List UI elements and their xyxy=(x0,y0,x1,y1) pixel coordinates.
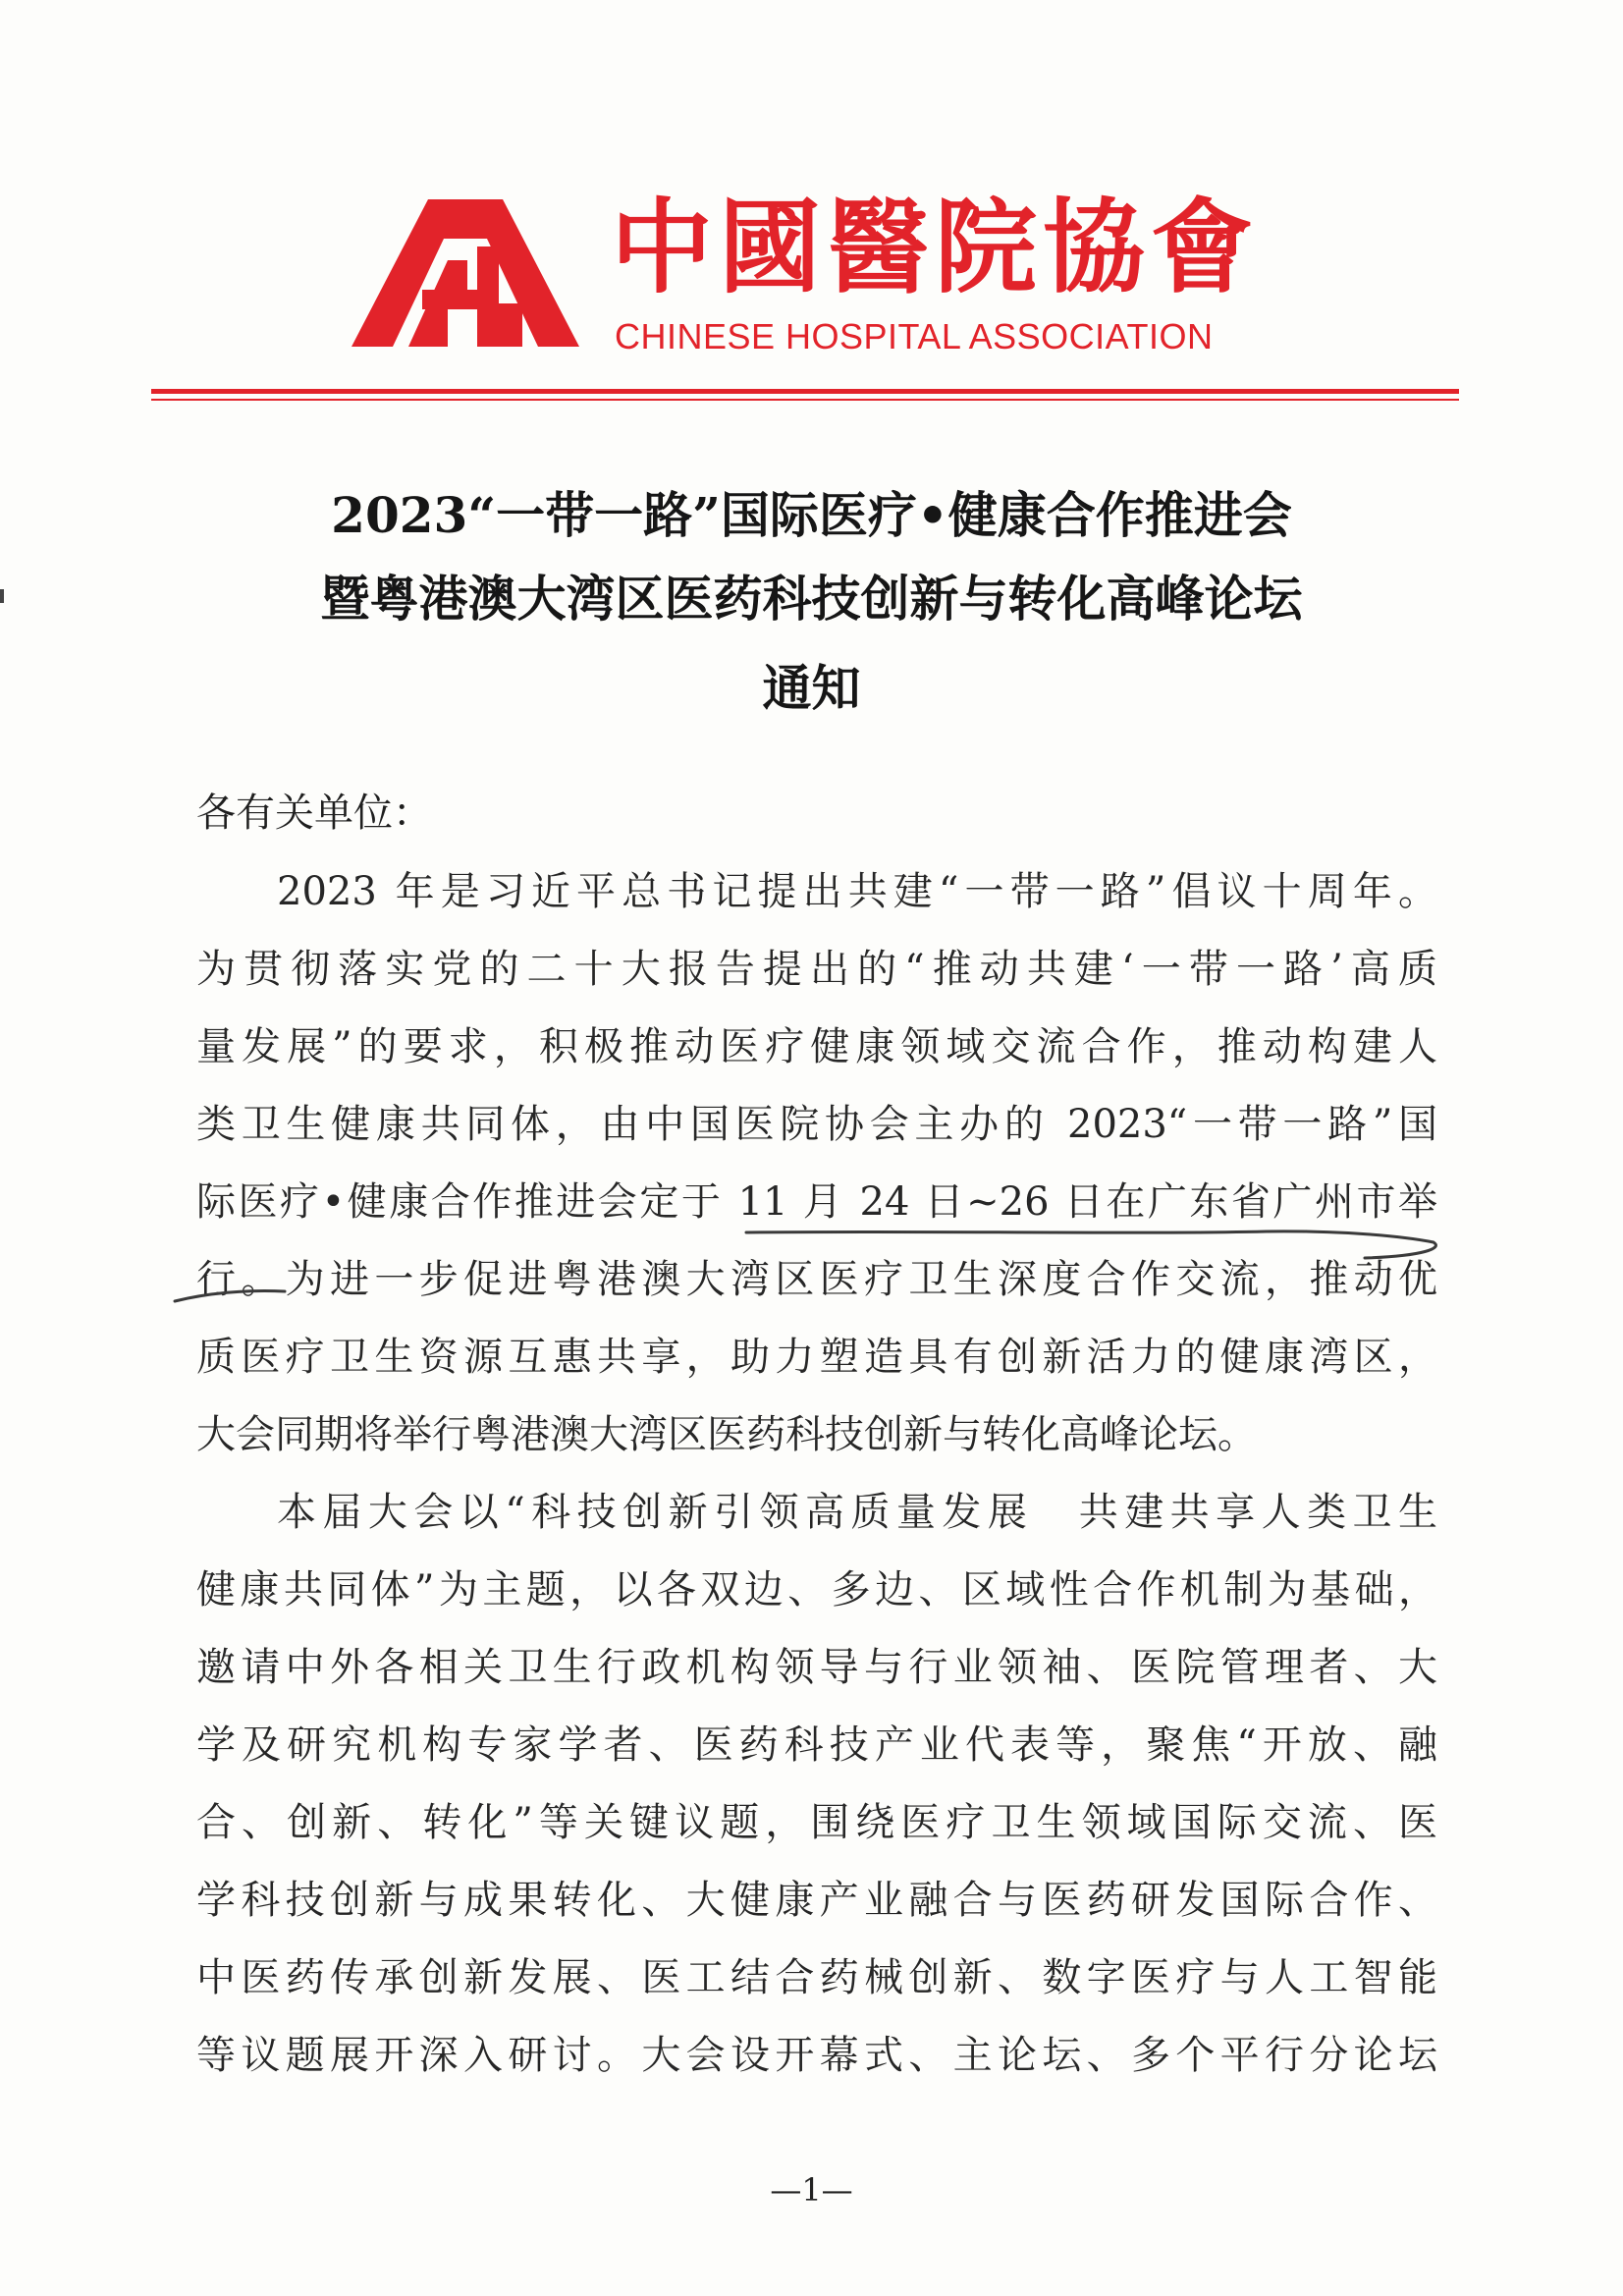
title-line-1: 2023“一带一路”国际医疗•健康合作推进会 xyxy=(331,486,1292,544)
org-name-en: CHINESE HOSPITAL ASSOCIATION xyxy=(615,316,1214,356)
title-line-2: 暨粤港澳大湾区医药科技创新与转化高峰论坛 xyxy=(320,570,1303,628)
body-line: 质医疗卫生资源互惠共享，助力塑造具有创新活力的健康湾区， xyxy=(196,1335,1437,1380)
body-line: 合、创新、转化”等关键议题，围绕医疗卫生领域国际交流、医 xyxy=(196,1800,1437,1845)
letterhead-rule-thin xyxy=(151,399,1459,401)
cha-emblem-icon xyxy=(352,191,579,347)
body-line: 际医疗•健康合作推进会定于 11 月 24 日~26 日在广东省广州市举 xyxy=(196,1179,1437,1225)
org-name-cn: 中國醫院協會 xyxy=(611,187,1260,307)
pen-underline-mark xyxy=(167,1232,1443,1350)
body-line: 等议题展开深入研讨。大会设开幕式、主论坛、多个平行分论坛 xyxy=(196,2033,1437,2078)
body-line: 行。为进一步促进粤港澳大湾区医疗卫生深度合作交流，推动优 xyxy=(196,1257,1437,1302)
body-line: 邀请中外各相关卫生行政机构领导与行业领袖、医院管理者、大 xyxy=(196,1645,1437,1690)
body-line: 中医药传承创新发展、医工结合药械创新、数字医疗与人工智能 xyxy=(196,1955,1437,2000)
title-line-3: 通知 xyxy=(762,659,861,717)
body-line: 类卫生健康共同体，由中国医院协会主办的 2023“一带一路”国 xyxy=(196,1102,1437,1147)
scan-margin-mark xyxy=(0,589,4,603)
body-line: 健康共同体”为主题，以各双边、多边、区域性合作机制为基础， xyxy=(196,1567,1437,1613)
salutation: 各有关单位： xyxy=(196,791,432,836)
body-line: 量发展”的要求，积极推动医疗健康领域交流合作，推动构建人 xyxy=(196,1024,1437,1069)
body-line: 大会同期将举行粤港澳大湾区医药科技创新与转化高峰论坛。 xyxy=(196,1412,1257,1457)
body-line: 为贯彻落实党的二十大报告提出的“推动共建‘一带一路’高质 xyxy=(196,947,1437,992)
body-line: 本届大会以“科技创新引领高质量发展 共建共享人类卫生 xyxy=(277,1490,1437,1535)
page-number: —1— xyxy=(770,2171,853,2209)
body-line: 2023 年是习近平总书记提出共建“一带一路”倡议十周年。 xyxy=(277,869,1437,914)
letterhead-rule-thick xyxy=(151,389,1459,394)
body-line: 学及研究机构专家学者、医药科技产业代表等，聚焦“开放、融 xyxy=(196,1722,1437,1768)
body-line: 学科技创新与成果转化、大健康产业融合与医药研发国际合作、 xyxy=(196,1878,1437,1923)
